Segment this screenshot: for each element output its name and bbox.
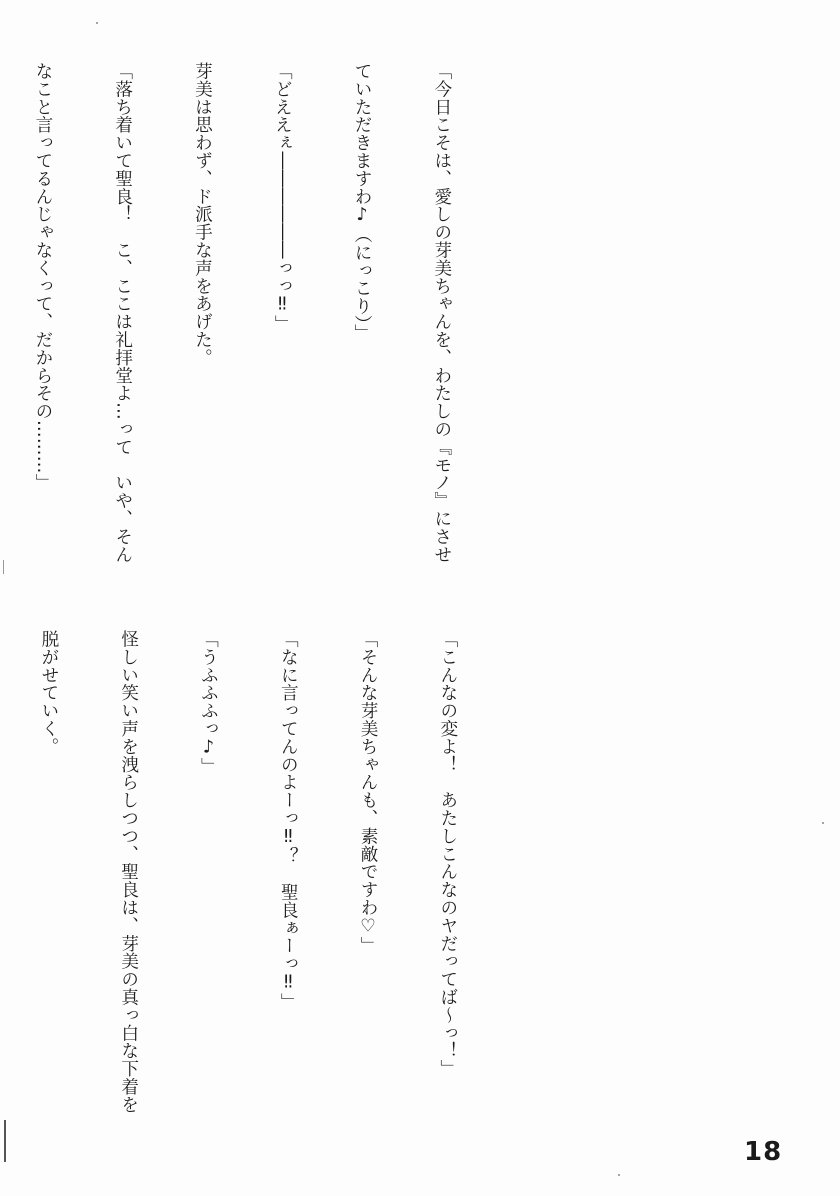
page-number: 18 bbox=[744, 1137, 783, 1167]
text-column: 「落ち着いて聖良！ こ、ここは礼拝堂よ…って いや、そん bbox=[112, 62, 133, 564]
text-column: 「今日こそは、愛しの芽美ちゃんを、わたしの『モノ』にさせ bbox=[431, 62, 452, 564]
scan-speck bbox=[96, 22, 98, 24]
text-column: 「こんなの変よ！ あたしこんなのヤだってば～っ！」 bbox=[437, 630, 458, 1078]
scan-speck bbox=[618, 1174, 620, 1176]
text-column: 「なに言ってんのよーっ‼？ 聖良ぁーっ‼」 bbox=[278, 630, 299, 1011]
text-block-bottom bbox=[38, 630, 514, 1150]
text-column: なこと言ってるんじゃなくって、だからその………」 bbox=[32, 62, 53, 492]
text-column: ていただきますわ♪（にっこり）」 bbox=[352, 62, 373, 342]
text-column: 怪しい笑い声を洩らしつつ、聖良は、芽美の真っ白な下着を bbox=[118, 630, 139, 1114]
text-column: 「どええぇ――――――っっ‼」 bbox=[272, 62, 293, 333]
scan-speck bbox=[822, 822, 824, 824]
text-column: 「うふふふっ♪」 bbox=[198, 630, 219, 776]
text-column: 脱がせていく。 bbox=[38, 630, 59, 756]
text-column: 芽美は思わず、ド派手な声をあげた。 bbox=[192, 62, 213, 367]
text-block-top bbox=[32, 62, 508, 572]
scan-edge-mark bbox=[4, 1120, 6, 1162]
scan-edge-mark bbox=[3, 560, 4, 574]
text-column: 「そんな芽美ちゃんも、素敵ですわ♡」 bbox=[358, 630, 379, 955]
